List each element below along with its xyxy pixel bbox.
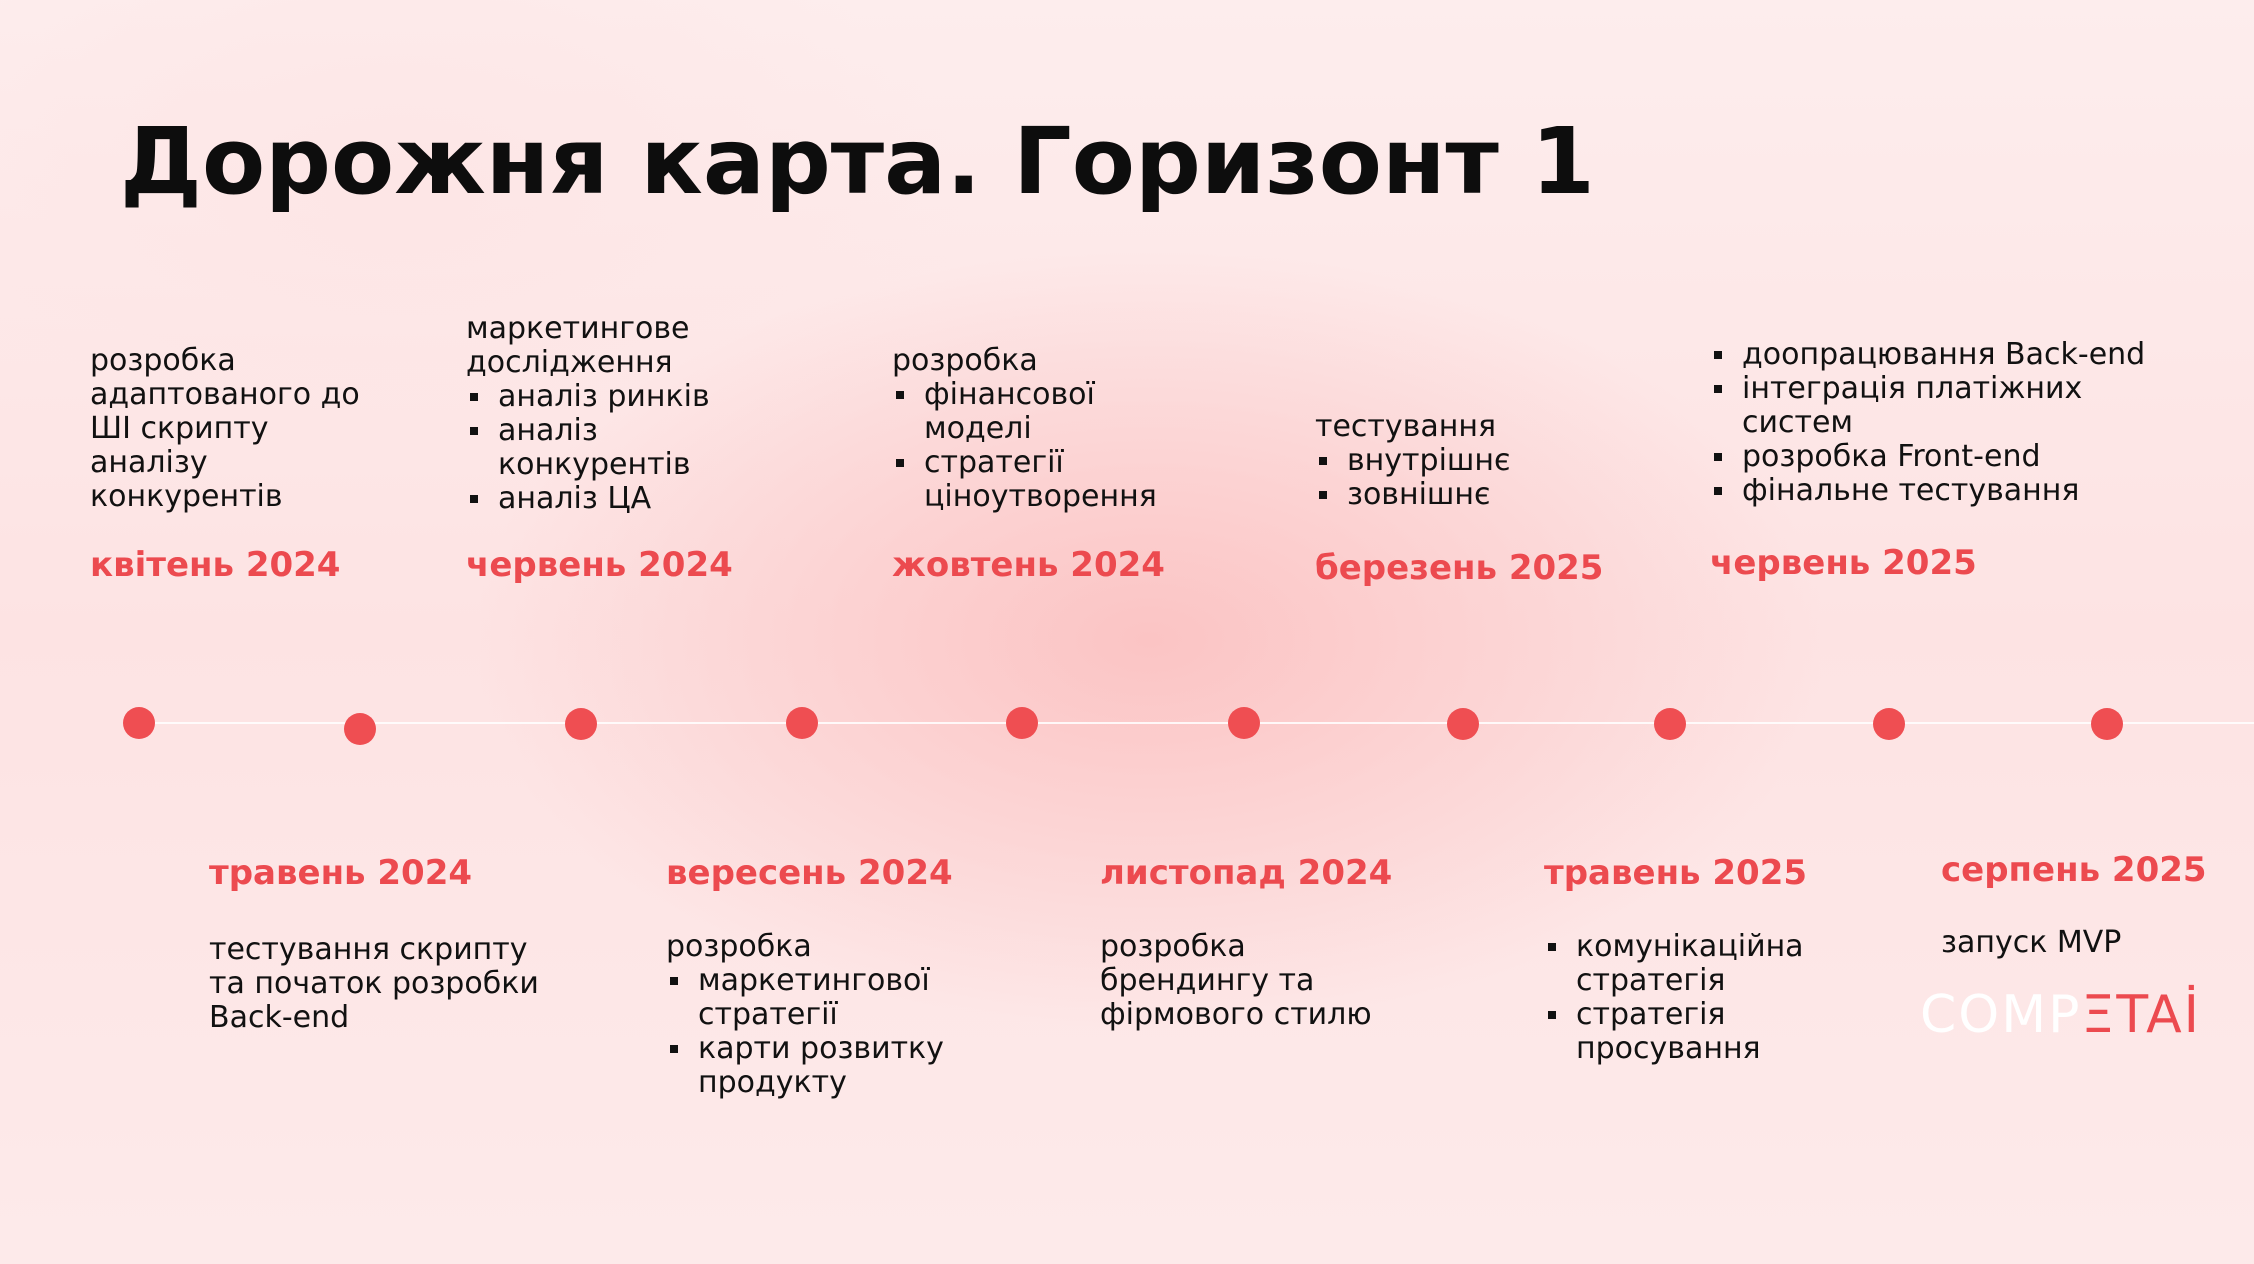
logo-text: COMP [1920,985,2082,1045]
milestone-description [892,344,1232,514]
milestone-bullets [666,964,1006,1100]
milestone-date: червень 2025 [1710,543,1977,583]
bullet-item: внутрішнє [1315,444,1615,478]
timeline-dot [565,708,597,740]
milestone-description [1941,926,2221,960]
logo-text: T [2116,985,2147,1045]
milestone-intro: тестування скрипту та початок розробки Back-end [209,932,539,1035]
bullet-item: інтеграція платіжних систем [1710,372,2162,440]
timeline-dot [123,707,155,739]
milestone-intro: розробка [892,343,1038,378]
milestone-bullets [892,378,1232,514]
milestone-date: квітень 2024 [90,545,341,585]
milestone-bullets [1544,930,1844,1066]
milestone-intro: маркетингове дослідження [466,311,690,380]
milestone-intro: розробка [666,929,812,964]
timeline-dot [1873,708,1905,740]
bullet-item: аналіз ЦА [466,482,766,516]
milestone-bullets [1315,444,1615,512]
timeline-dot [1447,708,1479,740]
bullet-item: стратегії ціноутворення [892,446,1184,514]
milestone-intro: запуск MVP [1941,925,2122,960]
milestone-description [466,312,766,516]
milestone-date: травень 2025 [1544,853,1808,893]
bullet-item: стратегія просування [1544,998,1826,1066]
milestone-date: вересень 2024 [666,853,953,893]
bullet-item: розробка Front-end [1710,440,2230,474]
milestone-intro: розробка брендингу та фірмового стилю [1100,929,1372,1032]
milestone-date: травень 2024 [209,853,473,893]
timeline-dot [786,707,818,739]
milestone-bullets [1710,338,2230,508]
milestone-description [666,930,1006,1100]
milestone-description [1100,930,1420,1032]
logo-accent: Aİ [2146,985,2201,1045]
milestone-description [1315,410,1615,512]
bullet-item: аналіз конкурентів [466,414,698,482]
milestone-description [1544,930,1844,1066]
bullet-item: фінальне тестування [1710,474,2230,508]
page-title: Дорожня карта. Горизонт 1 [120,108,1595,215]
bullet-item: комунікаційна стратегія [1544,930,1826,998]
milestone-date: березень 2025 [1315,548,1604,588]
timeline-dot [1654,708,1686,740]
timeline-dot [2091,708,2123,740]
milestone-intro: розробка адаптованого до ШІ скрипту аналізу конкурентів [90,343,360,514]
timeline-dot [1006,707,1038,739]
milestone-date: червень 2024 [466,545,733,585]
competai-logo [1920,985,2201,1045]
bullet-item: карти розвитку продукту [666,1032,978,1100]
milestone-description [1710,338,2230,508]
milestone-description [209,933,549,1035]
bullet-item: зовнішнє [1315,478,1615,512]
milestone-bullets [466,380,766,516]
timeline-dot [344,713,376,745]
milestone-date: серпень 2025 [1941,850,2207,890]
bullet-item: маркетингової стратегії [666,964,978,1032]
bullet-item: фінансової моделі [892,378,1154,446]
milestone-description [90,344,390,514]
milestone-date: жовтень 2024 [892,545,1165,585]
logo-accent: Ξ [2081,985,2117,1045]
bullet-item: аналіз ринків [466,380,766,414]
milestone-intro: тестування [1315,409,1496,444]
timeline-line [138,722,2254,724]
milestone-date: листопад 2024 [1100,853,1393,893]
bullet-item: доопрацювання Back-end [1710,338,2230,372]
timeline-dot [1228,707,1260,739]
